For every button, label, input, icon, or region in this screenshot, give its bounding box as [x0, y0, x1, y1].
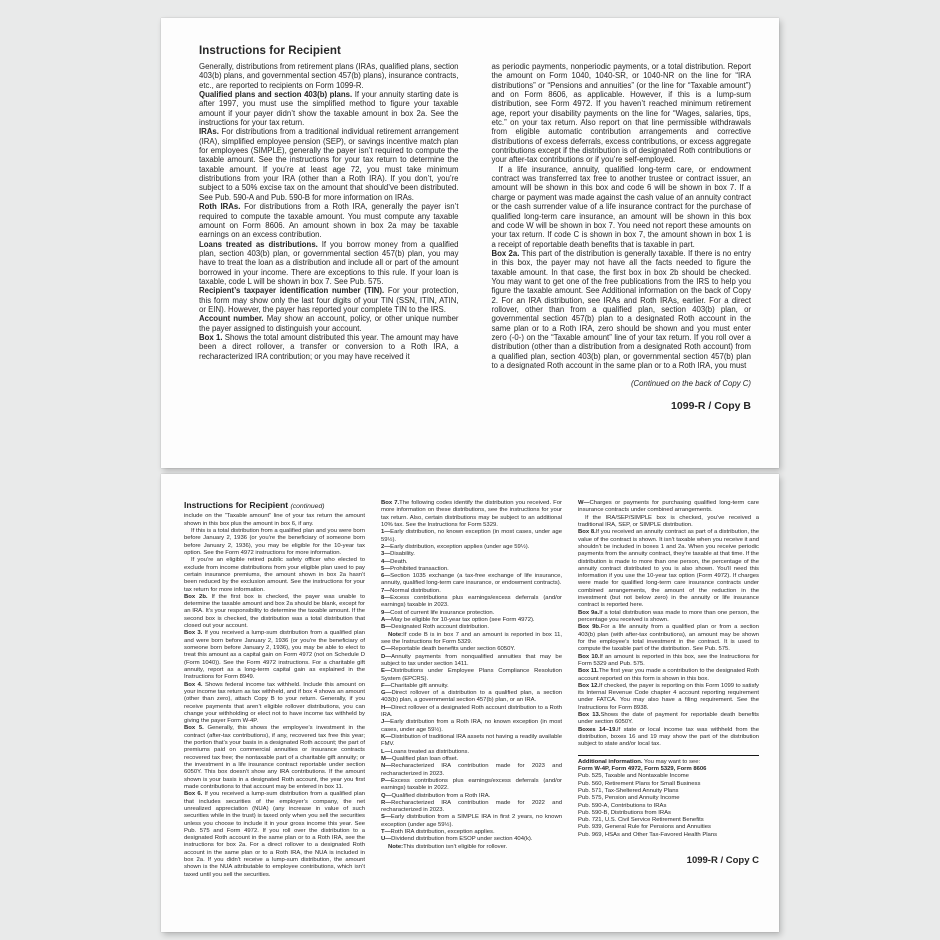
- paragraph-text: If this is a total distribution from a qualified plan and you were born before January 2, 1936 (or you’re the beneficiary of someone born before January 2, 1936), you may be eligible for the 10-year tax option. See the Form 4972 instructions for more information.: [184, 528, 365, 556]
- distribution-code-item: [381, 705, 562, 720]
- paragraph-lead: W—: [578, 500, 590, 506]
- code-lead: 2—: [381, 543, 391, 550]
- paragraph: [578, 500, 759, 515]
- paragraph: [199, 202, 459, 239]
- publication-line: Pub. 590-A, Contributions to IRAs: [578, 802, 667, 809]
- distribution-code-item: [381, 654, 562, 669]
- distribution-code-item: [381, 624, 562, 631]
- paragraph-text: If a total distribution was made to more than one person, the percentage you received is shown.: [578, 609, 759, 623]
- additional-information-lead: Additional information.: [578, 758, 643, 765]
- code-text: Prohibited transaction.: [390, 565, 449, 572]
- paragraph-text: Generally, this shows the employee’s investment in the contract (after-tax contributions), if any, recovered tax free this year; the portion that’s your basis in a designated Roth account; the part of premiums paid on commercial annuities or insurance contracts recovered tax free; the nontaxable part of a charitable gift annuity; or the investment in a life insurance contract reportable under section 6050Y. This box doesn’t show any IRA contributions. If the amount shown is your basis in a designated Roth account, the year you first made contributions to that account may be entered in box 11.: [184, 725, 365, 790]
- code-text: Early distribution from a Roth IRA, no known exception (in most cases, under age 59½).: [381, 719, 562, 733]
- distribution-code-item: [381, 566, 562, 573]
- paragraph-text: For distributions from a traditional individual retirement arrangement (IRA), simplified employee pension (SEP), or savings incentive match plan for employees (SIMPLE), generally the payer isn’t required to compute the taxable amount. See the instructions for your tax return to determine the taxable amount. If you’re at least age 72, you must take minimum distributions from your IRA (other than a Roth IRA). If you don’t, you’re subject to a 50% excise tax on the amount that should’ve been distributed. See Pub. 590-A and Pub. 590-B for more information on IRAs.: [199, 127, 459, 202]
- paragraph-text: If a life insurance, annuity, qualified long-term care, or endowment contract was transferred tax free to another trustee or contract issuer, an amount will be shown in this box and code 6 will be shown in box 7. If a charge or payment was made against the cash value of an annuity contract or the cash surrender value of a life insurance contract for the purchase of qualified long-term care insurance, an amount will be shown in this box and code W will be shown in box 7. You need not report these amounts on your tax return. If code C is shown in box 7, the amount shown in box 1 is a receipt of reportable death benefits that is taxable in part.: [491, 164, 751, 249]
- distribution-code-item: [381, 749, 562, 756]
- code-lead: M—: [381, 755, 392, 762]
- additional-information-text: You may want to see:: [644, 758, 701, 765]
- code-lead: 6—: [381, 573, 391, 580]
- paragraph-text: If an amount is reported in this box, see the Instructions for Form 5329 and Pub. 575.: [578, 653, 759, 667]
- paragraph-text: For your protection, this form may show only the last four digits of your TIN (SSN, ITIN, ATIN, or EIN). However, the payer has reported your complete TIN to the IRS.: [199, 286, 459, 314]
- publication-line: Pub. 575, Pension and Annuity Income: [578, 795, 680, 802]
- paragraph-lead: Roth IRAs.: [199, 202, 241, 212]
- paragraph-text: This part of the distribution is generally taxable. If there is no entry in this box, the payer may not have all the facts needed to figure the taxable amount. In that case, the first box in box 2b should be checked. You may want to get one of the free publications from the IRS to help you figure the taxable amount. See Additional information on the back of Copy 2. For an IRA distribution, see IRAs and Roth IRAs, earlier. For a direct rollover, other than from a qualified plan, section 403(b) plan, or governmental section 457(b) plan to a designated Roth account in the same plan or to a Roth IRA, zero should be shown and you must enter zero (-0-) on the “Taxable amount” line of your tax return. If you roll over a distribution (other than a distribution from a designated Roth account) from a qualified plan, section 403(b) plan, or governmental section 457(b) plan to a designated Roth account in the same plan or to a Roth IRA, you must: [491, 248, 751, 370]
- distribution-code-item: [381, 829, 562, 836]
- distribution-code-item: [381, 756, 562, 763]
- code-lead: U—: [381, 836, 392, 843]
- paragraph: [578, 683, 759, 712]
- three-column-layout: [184, 500, 759, 879]
- code-text: Early distribution from a SIMPLE IRA in first 2 years, no known exception (under age 59½).: [381, 814, 562, 828]
- code-lead: 4—: [381, 558, 391, 565]
- distribution-code-item: [381, 588, 562, 595]
- paragraph: [578, 668, 759, 683]
- publication-line: Pub. 571, Tax-Sheltered Annuity Plans: [578, 787, 679, 794]
- code-lead: C—: [381, 646, 392, 653]
- code-text: Annuity payments from nonqualified annuities that may be subject to tax under section 1411.: [381, 653, 562, 667]
- distribution-code-item: [381, 719, 562, 734]
- distribution-code-item: [381, 844, 562, 851]
- paragraph: [578, 727, 759, 749]
- paragraph: [492, 62, 752, 165]
- paragraph: [184, 630, 365, 681]
- code-lead: P—: [381, 777, 391, 784]
- paragraph-text: Shows the date of payment for reportable death benefits under section 6050Y.: [578, 712, 759, 726]
- paragraph-text: If you’re an eligible retired public safety officer who elected to exclude from income distributions from your eligible plan used to pay certain insurance premiums, the amount shown in box 2a hasn’t been reduced by the exclusion amount. See the instructions for your tax return for more information.: [184, 557, 365, 593]
- continued-note: (Continued on the back of Copy C): [630, 379, 751, 389]
- paragraph-lead: Box 9a.: [578, 609, 600, 616]
- paragraph-text: as periodic payments, nonperiodic payments, or a total distribution. Report the amount on Form 1040, 1040-SR, or 1040-NR on the line for “IRA distributions” or “Pensions and annuities” (or the line for “Taxable amount”) and on Form 8606, as applicable. However, if this is a lump-sum distribution, see Form 4972. If you haven’t reached minimum retirement age, report your disability payments on the line for “Wages, salaries, tips, etc.” on your tax return. Also report on that line permissible withdrawals from eligible automatic contribution arrangements and corrective distributions of excess deferrals, excess contributions, or excess aggregate contributions except if the distribution is of designated Roth contributions or your after-tax contributions or if you’re self-employed.: [491, 62, 751, 165]
- publication-line: Pub. 525, Taxable and Nontaxable Income: [578, 773, 689, 780]
- paragraph-text: If state or local income tax was withheld from the distribution, boxes 16 and 19 may show the part of the distribution subject to state and/or local tax.: [578, 726, 759, 748]
- code-lead: D—: [381, 653, 392, 660]
- publication-line: Pub. 939, General Rule for Pensions and Annuities: [578, 824, 711, 831]
- paragraph-text: If the IRA/SEP/SIMPLE box is checked, you’ve received a traditional IRA, SEP, or SIMPLE distribution.: [578, 514, 759, 528]
- column-right-text: [578, 500, 759, 749]
- column-middle: [381, 500, 562, 879]
- code-lead: B—: [381, 624, 392, 631]
- code-text: Qualified plan loan offset.: [391, 755, 459, 762]
- paragraph-lead: Loans treated as distributions.: [199, 239, 318, 249]
- copy-label: 1099-R / Copy B: [671, 399, 751, 412]
- paragraph-lead: IRAs.: [199, 127, 219, 137]
- code-lead: Note:: [388, 843, 404, 850]
- paragraph: [578, 624, 759, 653]
- code-lead: 7—: [381, 587, 391, 594]
- publication-line: Pub. 721, U.S. Civil Service Retirement Benefits: [578, 817, 704, 824]
- code-lead: Note:: [388, 631, 404, 638]
- paragraph: [578, 515, 759, 530]
- publications-list: [578, 773, 759, 839]
- distribution-code-item: [381, 763, 562, 778]
- code-text: Excess contributions plus earnings/excess deferrals (and/or earnings) taxable in 2022.: [381, 777, 562, 792]
- code-text: Loans treated as distributions.: [390, 748, 470, 755]
- paragraph-lead: Box 8.: [578, 529, 596, 536]
- distribution-code-item: [381, 559, 562, 566]
- paragraph-lead: Boxes 14–19.: [578, 726, 617, 733]
- paragraph-lead: Box 10.: [578, 653, 600, 660]
- code-text: The following codes identify the distribution you received. For more information on these distributions, see the instructions for your tax return. Also, certain distributions may be subject to an additional 10% tax. See the Instructions for Form 5329.: [381, 500, 562, 528]
- publication-line: Pub. 590-B, Distributions from IRAs: [578, 809, 671, 816]
- additional-information-box: [578, 755, 759, 839]
- code-text: Dividend distribution from ESOP under section 404(k).: [391, 836, 533, 843]
- distribution-code-item: [381, 595, 562, 610]
- code-text: Disability.: [390, 551, 415, 558]
- distribution-code-item: [381, 544, 562, 551]
- page-title-text: Instructions for Recipient: [184, 500, 289, 510]
- page-title-continued: (continued): [290, 503, 325, 510]
- paragraph: [199, 127, 459, 202]
- code-text: May be eligible for 10-year tax option (see Form 4972).: [391, 617, 535, 623]
- page-copy-b: [161, 18, 779, 468]
- two-column-layout: [199, 62, 751, 412]
- paragraph-text: May show an account, policy, or other unique number the payer assigned to distinguish your account.: [199, 314, 459, 333]
- distribution-code-item: [381, 573, 562, 588]
- code-lead: S—: [381, 814, 391, 821]
- distribution-code-item: [381, 814, 562, 829]
- paragraph: [578, 654, 759, 669]
- paragraph: [184, 682, 365, 726]
- code-text: Recharacterized IRA contribution made for 2022 and recharacterized in 2023.: [381, 799, 562, 814]
- distribution-code-item: [381, 836, 562, 843]
- paragraph-lead: Qualified plans and section 403(b) plans.: [199, 90, 353, 100]
- distribution-code-item: [381, 778, 562, 793]
- code-text: Distribution of traditional IRA assets not having a readily available FMV.: [381, 734, 562, 748]
- code-lead: 9—: [381, 609, 391, 616]
- distribution-code-item: [381, 668, 562, 683]
- paragraph-text: For a life annuity from a qualified plan or from a section 403(b) plan (with after-tax contributions), an amount may be shown for the employee’s total investment in the contract. It is used to compute the taxable part of the distribution. See Pub. 575.: [578, 624, 759, 653]
- distribution-code-item: [381, 610, 562, 617]
- paragraph-text: If you received a lump-sum distribution from a qualified plan and were born before January 2, 1936 (or you’re the beneficiary of someone born before January 2, 1936), you may be able to elect to treat this amount as a capital gain on Form 4972 (not on Schedule D (Form 1040)). See the Form 4972 instructions. For a charitable gift annuity, report as a long-term capital gain as explained in the Instructions for Form 8949.: [184, 630, 366, 681]
- paragraph-text: For distributions from a Roth IRA, generally the payer isn’t required to compute the taxable amount. You must compute any taxable amount on Form 8606. An amount shown in box 2a may be taxable earnings on an excess contribution.: [199, 202, 459, 240]
- distribution-code-item: [381, 646, 562, 653]
- distribution-code-item: [381, 632, 562, 647]
- code-text: This distribution isn’t eligible for rollover.: [403, 843, 508, 850]
- publication-line: Pub. 560, Retirement Plans for Small Business: [578, 780, 701, 787]
- page-copy-c: [161, 474, 779, 932]
- code-lead: L—: [381, 748, 391, 755]
- code-lead: 1—: [381, 529, 391, 536]
- additional-information-intro: [578, 759, 759, 766]
- code-lead: A—: [381, 617, 392, 623]
- paragraph-lead: Box 9b.: [578, 624, 601, 631]
- distribution-code-item: [381, 500, 562, 529]
- column-left: [199, 62, 459, 412]
- paragraph: [199, 62, 459, 90]
- paragraph: [578, 529, 759, 609]
- code-text: Recharacterized IRA contribution made for 2023 and recharacterized in 2023.: [381, 763, 562, 777]
- code-lead: 5—: [381, 565, 391, 572]
- paragraph: [184, 594, 365, 631]
- code-lead: 3—: [381, 551, 391, 558]
- paragraph-lead: Box 5.: [184, 725, 204, 732]
- code-text: Direct rollover of a distribution to a qualified plan, a section 403(b) plan, a governmental section 457(b) plan, or an IRA.: [381, 690, 562, 704]
- code-text: Early distribution, exception applies (under age 59½).: [390, 543, 530, 550]
- paragraph-text: If your annuity starting date is after 1997, you must use the simplified method to figure your taxable amount if your payer didn’t show the taxable amount in box 2a. See the instructions for your tax return.: [199, 90, 459, 128]
- paragraph-lead: Box 12.: [578, 682, 600, 689]
- paragraph-lead: Recipient’s taxpayer identification number (TIN).: [199, 286, 385, 296]
- paragraph: [492, 165, 752, 249]
- column-right: [578, 500, 759, 879]
- distribution-code-item: [381, 734, 562, 749]
- code-text: Normal distribution.: [390, 587, 441, 594]
- paragraph-text: If you received an annuity contract as part of a distribution, the value of the contract is shown. It isn’t taxable when you receive it and shouldn’t be included in boxes 1 and 2a. When you receive periodic payments from the annuity contract, they’re taxable at that time. If the distribution is made to more than one person, the percentage of the annuity contract distributed to you is also shown. You’ll need this information if you use the 10-year tax option (Form 4972). If charges were made for qualified long-term care insurance contracts under combined arrangements, the amount of the reduction in the investment (but not below zero) in the annuity or life insurance contract is reported here.: [578, 529, 759, 609]
- distribution-code-item: [381, 617, 562, 624]
- paragraph: [184, 557, 365, 594]
- page-title: [184, 500, 365, 511]
- distribution-code-item: [381, 683, 562, 690]
- paragraph: [578, 712, 759, 727]
- code-text: Qualified distribution from a Roth IRA.: [391, 792, 491, 799]
- paragraph-text: If you borrow money from a qualified plan, section 403(b) plan, or governmental section 457(b) plan, you may have to treat the loan as a distribution and include all or part of the amount borrowed in your income. There are exceptions to this rule. If your loan is taxable, code L will be shown in box 7. See Pub. 575.: [199, 239, 459, 286]
- paragraph-text: The first year you made a contribution to the designated Roth account reported on this form is shown in this box.: [578, 668, 759, 682]
- paragraph-lead: Box 6.: [184, 791, 203, 798]
- code-lead: 8—: [381, 595, 391, 602]
- distribution-code-item: [381, 793, 562, 800]
- code-text: Direct rollover of a designated Roth account distribution to a Roth IRA.: [381, 704, 562, 719]
- code-lead: H—: [381, 704, 392, 711]
- code-text: Designated Roth account distribution.: [391, 624, 490, 631]
- distribution-code-item: [381, 529, 562, 544]
- paragraph: [184, 791, 365, 879]
- paragraph: [199, 286, 459, 314]
- distribution-code-item: [381, 690, 562, 705]
- paragraph-text: If checked, the payer is reporting on this Form 1099 to satisfy its Internal Revenue Code chapter 4 account reporting requirement under FATCA. You may also have a filing requirement. See the Instructions for Form 8938.: [578, 682, 759, 711]
- paragraph-lead: Box 11.: [578, 668, 599, 675]
- paragraph-lead: Box 13.: [578, 712, 601, 719]
- paragraph: [184, 513, 365, 528]
- code-lead: T—: [381, 829, 391, 836]
- paragraph-lead: Account number.: [199, 314, 264, 324]
- code-text: Early distribution, no known exception (in most cases, under age 59½).: [381, 529, 562, 543]
- code-lead: N—: [381, 763, 392, 770]
- paragraph-text: Generally, distributions from retirement plans (IRAs, qualified plans, section 403(b) plans, and governmental section 457(b) plans), insurance contracts, etc., are reported to recipients on Form 1099-R.: [199, 62, 459, 90]
- paragraph-lead: Box 4.: [184, 681, 203, 688]
- paragraph: [199, 314, 459, 333]
- column-right-text: [492, 62, 752, 370]
- paragraph: [578, 610, 759, 625]
- paragraph: [199, 240, 459, 287]
- column-left-text: [184, 513, 365, 879]
- forms-line: Form W-4P, Form 4972, Form 5329, Form 8606: [578, 765, 707, 772]
- code-text: Death.: [390, 558, 408, 565]
- distribution-code-item: [381, 800, 562, 815]
- paragraph-lead: Box 1.: [199, 332, 223, 342]
- paragraph: [184, 528, 365, 557]
- paragraph: [492, 249, 752, 370]
- paragraph-text: If you received a lump-sum distribution from a qualified plan that includes securities of the employer’s company, the net unrealized appreciation (NUA) (any increase in value of such securities while in the trust) is taxed only when you sell the securities unless you choose to include it in your gross income this year. See Pub. 575 and Form 4972. If you roll over the distribution to a designated Roth account in the same plan or to a Roth IRA, see the instructions for box 2a. For a direct rollover to a designated Roth account in the same plan or to a Roth IRA, the NUA is included in box 2a. If you didn’t receive a lump-sum distribution, the amount shown is the NUA attributable to employee contributions, which isn’t taxed until you sell the securities.: [184, 791, 366, 878]
- page-title: Instructions for Recipient: [199, 45, 341, 57]
- code-text: Cost of current life insurance protection.: [390, 609, 495, 616]
- code-lead: F—: [381, 682, 391, 689]
- code-lead: Box 7.: [381, 500, 400, 506]
- publication-line: Pub. 969, HSAs and Other Tax-Favored Health Plans: [578, 831, 718, 838]
- paragraph-text: include on the “Taxable amount” line of your tax return the amount shown in this box plus the amount in box 6, if any.: [184, 513, 365, 527]
- page-footer: [492, 379, 752, 412]
- code-text: Reportable death benefits under section 6050Y.: [391, 646, 516, 653]
- paragraph: [199, 333, 459, 361]
- code-text: Charitable gift annuity.: [390, 682, 449, 689]
- code-text: If code B is in box 7 and an amount is reported in box 11, see the Instructions for Form 5329.: [381, 631, 562, 645]
- code-text: Distributions under Employee Plans Compliance Resolution System (EPCRS).: [381, 668, 562, 682]
- paragraph-lead: Box 2b.: [184, 593, 208, 600]
- code-lead: Q—: [381, 792, 392, 799]
- column-right: [492, 62, 752, 412]
- paragraph-text: Shows federal income tax withheld. Include this amount on your income tax return as tax withheld, and if box 4 shows an amount (other than zero), attach Copy B to your return. Generally, if you receive payments that aren’t eligible rollover distributions, you can change your withholding or elect not to have income tax withheld by giving the payer Form W-4P.: [184, 681, 365, 725]
- paragraph-text: Shows the total amount distributed this year. The amount may have been a direct rollover, a transfer or conversion to a Roth IRA, a recharacterized IRA contribution; or you may have received it: [199, 332, 459, 361]
- code-text: Roth IRA distribution, exception applies.: [390, 829, 495, 836]
- code-lead: K—: [381, 734, 392, 740]
- paragraph: [199, 90, 459, 127]
- code-lead: R—: [381, 799, 392, 806]
- paragraph-lead: Box 2a.: [491, 248, 520, 258]
- column-left: [184, 500, 365, 879]
- code-lead: J—: [381, 719, 391, 726]
- paragraph-text: Charges or payments for purchasing qualified long-term care insurance contracts under combined arrangements.: [578, 500, 759, 514]
- code-text: Section 1035 exchange (a tax-free exchange of life insurance, annuity, qualified long-term care insurance, or endowment contracts).: [381, 573, 562, 587]
- paragraph-lead: Box 3.: [184, 630, 203, 637]
- copy-label: 1099-R / Copy C: [686, 855, 759, 867]
- code-lead: G—: [381, 690, 392, 697]
- code-text: Excess contributions plus earnings/excess deferrals (and/or earnings) taxable in 2023.: [381, 595, 562, 609]
- paragraph-text: If the first box is checked, the payer was unable to determine the taxable amount and box 2a should be blank, except for an IRA. It’s your responsibility to determine the taxable amount. If the second box is checked, the distribution was a total distribution that closed out your account.: [184, 593, 365, 630]
- paragraph: [184, 725, 365, 791]
- distribution-code-item: [381, 551, 562, 558]
- code-lead: E—: [381, 668, 391, 675]
